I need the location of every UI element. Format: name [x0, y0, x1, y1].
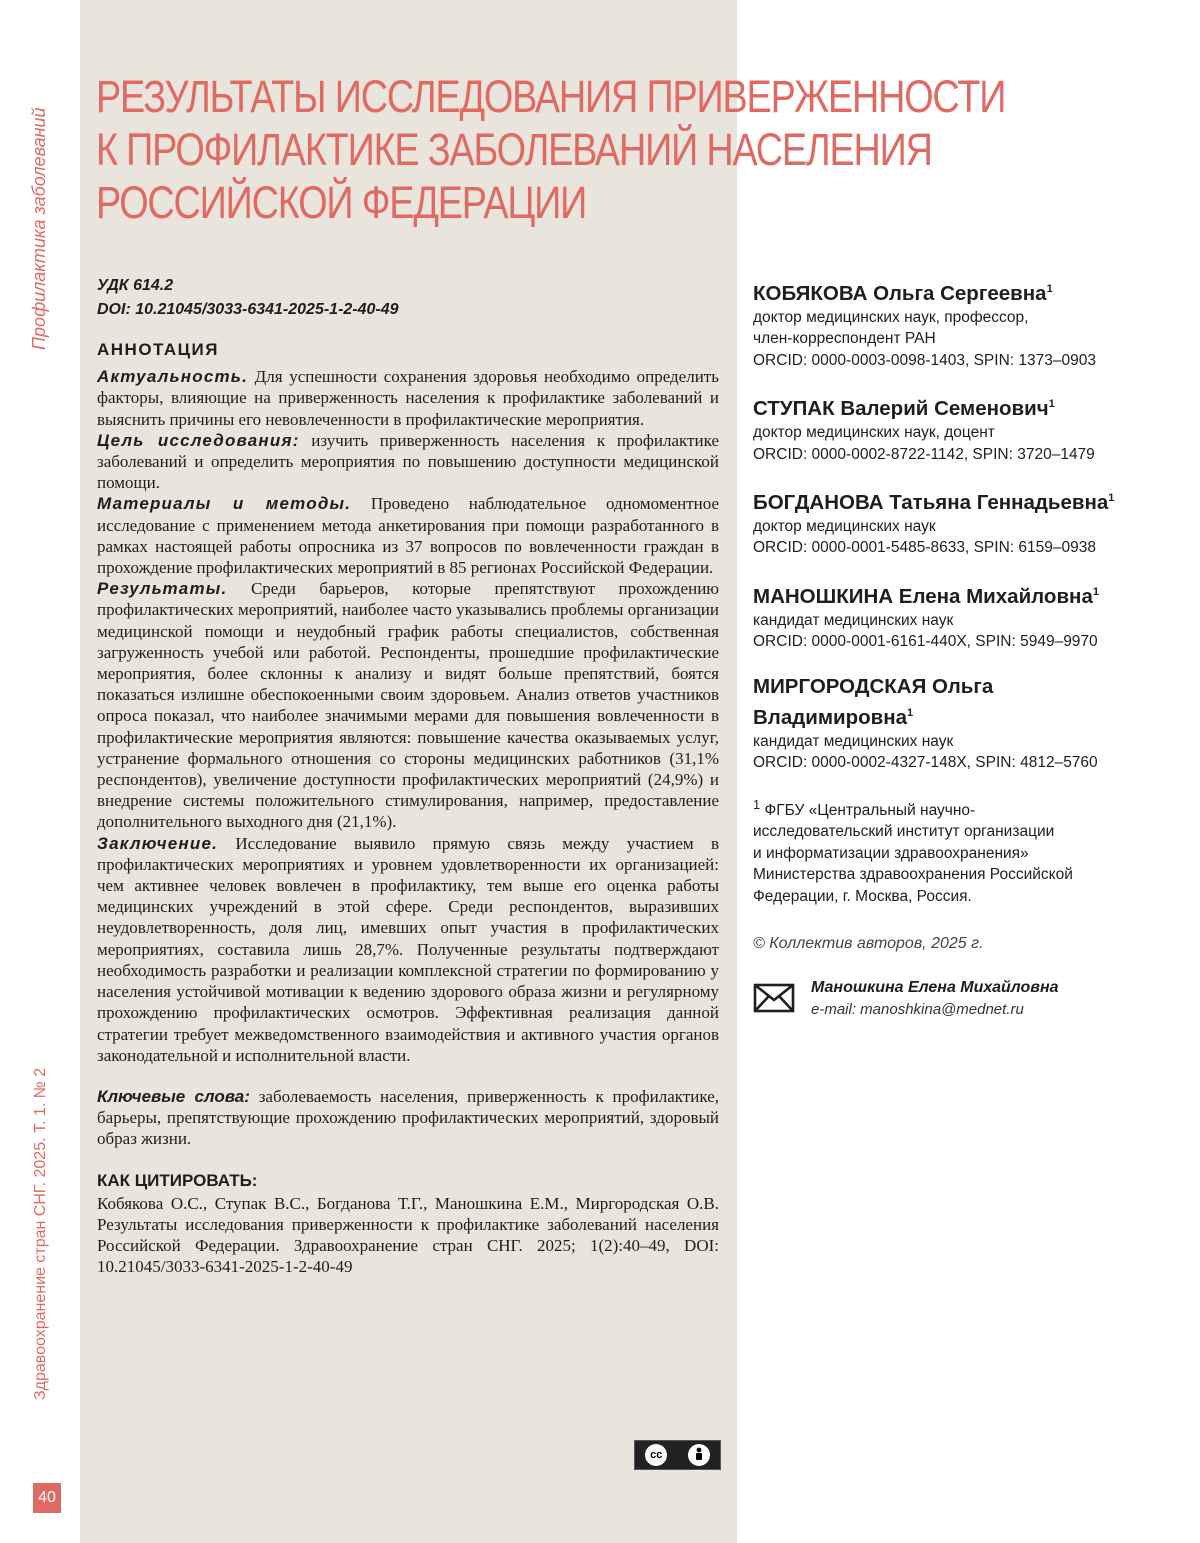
cc-by-license-badge[interactable]: [634, 1440, 721, 1470]
abstract-label: Актуальность.: [97, 367, 249, 387]
abstract-heading: АННОТАЦИЯ: [97, 340, 219, 359]
article-title: [96, 70, 1006, 229]
affiliation: $^1$ ФГБУ «Центральный научно- исследовательский институт организации и информатизации здравоохранения» Министерства здравоохранения Российской Федерации, г. Москва, Россия.: [753, 796, 1073, 905]
author-detail: доктор медицинских наук, профессор,: [753, 308, 1029, 326]
copyright: © Коллектив авторов, 2025 г.: [753, 935, 984, 953]
correspondence: [753, 979, 1148, 1029]
author-detail: член-корреспондент РАН: [753, 330, 936, 348]
author-detail: кандидат медицинских наук: [753, 611, 954, 629]
author-name: КОБЯКОВА Ольга Сергеевна$^1$: [753, 281, 1053, 305]
journal-citation-vertical: Здравоохранение стран СНГ. 2025. Т. 1. № 2: [32, 1067, 49, 1400]
contact-email[interactable]: e-mail: manoshkina@mednet.ru: [811, 1001, 1024, 1019]
author-orcid: ORCID: 0000-0003-0098-1403, SPIN: 1373–0903: [753, 351, 1096, 369]
author-card: [753, 485, 1148, 559]
udk: УДК 614.2: [97, 277, 174, 294]
abstract-text: Среди барьеров, которые препятствуют прохождению профилактических мероприятий, наиболее часто указывались проблемы организации медицинской помощи и неудобный график работы специалистов, собственная загруженность учебой или работой. Респонденты, прошедшие профилактические мероприятия, более склонны к анализу и видят больше препятствий, боятся показаться излишне обеспокоенными своим здоровьем. Анализ ответов участников опроса показал, что наиболее значимыми мерами для повышения вовлеченности в профилактические мероприятия являются: повышение качества оказываемых услуг, устранение формального отношения со стороны медицинских работников (31,1% респондентов), увеличение доступности профилактических мероприятий (24,9%) и внедрение системы положительного стимулирования, например, предоставление дополнительного выходного дня (21,1%).: [97, 579, 719, 832]
author-detail: доктор медицинских наук, доцент: [753, 424, 995, 442]
keywords-text: заболеваемость населения, приверженность к профилактике, барьеры, препятствующие прохождению профилактических мероприятий, здоровый образ жизни.: [97, 1086, 719, 1149]
abstract-label: Заключение.: [97, 833, 219, 853]
author-detail: доктор медицинских наук: [753, 517, 936, 535]
author-name: БОГДАНОВА Татьяна Геннадьевна$^1$: [753, 490, 1115, 514]
abstract-results: [97, 578, 719, 832]
affiliation-marker: 1: [753, 796, 761, 812]
keywords: [97, 1086, 719, 1150]
author-orcid: ORCID: 0000-0002-4327-148X, SPIN: 4812–5760: [753, 754, 1098, 772]
abstract-methods: [97, 493, 719, 578]
abstract-text: Исследование выявило прямую связь между участием в профилактических мероприятиях и уровнем удовлетворенности их организацией: чем активнее человек вовлечен в профилактику, тем выше его оценка работы медицинских учреждений в этой сфере. Среди респондентов, выразивших неудовлетворенность, доля лиц, имевших опыт участия в профилактических мероприятиях, составила лишь 28,7%. Полученные результаты подтверждают необходимость разработки и реализации комплексной стратегии по формированию у населения устойчивой мотивации к ведению здорового образа жизни и регулярному прохождению профилактических осмотров. Эффективная реализация данной стратегии требует межведомственного взаимодействия и активного участия органов законодательной и исполнительной власти.: [97, 833, 719, 1065]
author-card: [753, 673, 1148, 774]
author-orcid: ORCID: 0000-0001-6161-440X, SPIN: 5949–9970: [753, 633, 1098, 651]
author-card: [753, 391, 1148, 465]
doi: DOI: 10.21045/3033-6341-2025-1-2-40-49: [97, 301, 399, 318]
abstract-text: изучить приверженность населения к профилактике заболеваний и определить мероприятия по повышению доступности медицинской помощи.: [97, 430, 720, 493]
section-label: Профилактика заболеваний: [29, 107, 49, 350]
author-name: МАНОШКИНА Елена Михайловна$^1$: [753, 584, 1099, 608]
abstract-relevance: [97, 366, 719, 430]
abstract-aim: [97, 430, 719, 494]
abstract-label: Материалы и методы.: [97, 494, 352, 514]
cc-icon: cc: [645, 1444, 667, 1466]
author-detail: кандидат медицинских наук: [753, 732, 954, 750]
authors-column: [753, 276, 1148, 1029]
author-name: МИРГОРОДСКАЯ Ольга Владимировна$^1$: [753, 674, 994, 729]
how-to-cite: [97, 1170, 719, 1278]
cite-text: Кобякова О.С., Ступак В.С., Богданова Т.Г., Маношкина Е.М., Миргородская О.В. Результаты исследования приверженности к профилактике заболеваний населения Российской Федерации. Здравоохранение стран СНГ. 2025; 1(2):40–49, DOI: 10.21045/3033-6341-2025-1-2-40-49: [97, 1193, 719, 1277]
abstract-label: Цель исследования:: [97, 430, 300, 450]
title-line: РОССИЙСКОЙ ФЕДЕРАЦИИ: [96, 177, 587, 228]
author-name: СТУПАК Валерий Семенович$^1$: [753, 397, 1055, 421]
abstract-label: Результаты.: [97, 579, 228, 599]
author-card: [753, 276, 1148, 371]
abstract-conclusion: [97, 833, 719, 1066]
person-icon: [688, 1444, 710, 1466]
author-card: [753, 579, 1148, 653]
title-line: К ПРОФИЛАКТИКЕ ЗАБОЛЕВАНИЙ НАСЕЛЕНИЯ: [96, 124, 932, 175]
title-line: РЕЗУЛЬТАТЫ ИССЛЕДОВАНИЯ ПРИВЕРЖЕННОСТИ: [96, 71, 1006, 122]
keywords-label: Ключевые слова:: [97, 1086, 250, 1106]
envelope-icon: [753, 983, 795, 1013]
author-orcid: ORCID: 0000-0001-5485-8633, SPIN: 6159–0938: [753, 539, 1096, 557]
page-number: 40: [33, 1483, 61, 1513]
author-orcid: ORCID: 0000-0002-8722-1142, SPIN: 3720–1479: [753, 445, 1095, 463]
abstract-text: Проведено наблюдательное одномоментное исследование с применением метода анкетирования при помощи разработанного в рамках настоящей работы опросника из 37 вопросов по вовлеченности граждан в прохождение профилактических мероприятий в 85 регионах Российской Федерации.: [97, 494, 720, 578]
cite-heading: КАК ЦИТИРОВАТЬ:: [97, 1170, 258, 1190]
article-meta: [97, 274, 399, 322]
contact-name: Маношкина Елена Михайловна: [811, 979, 1059, 997]
abstract: [97, 339, 719, 1278]
abstract-text: Для успешности сохранения здоровья необходимо определить факторы, влияющие на приверженность населения к профилактике заболеваний и выяснить причины его невовлеченности в профилактические мероприятия.: [97, 367, 719, 429]
